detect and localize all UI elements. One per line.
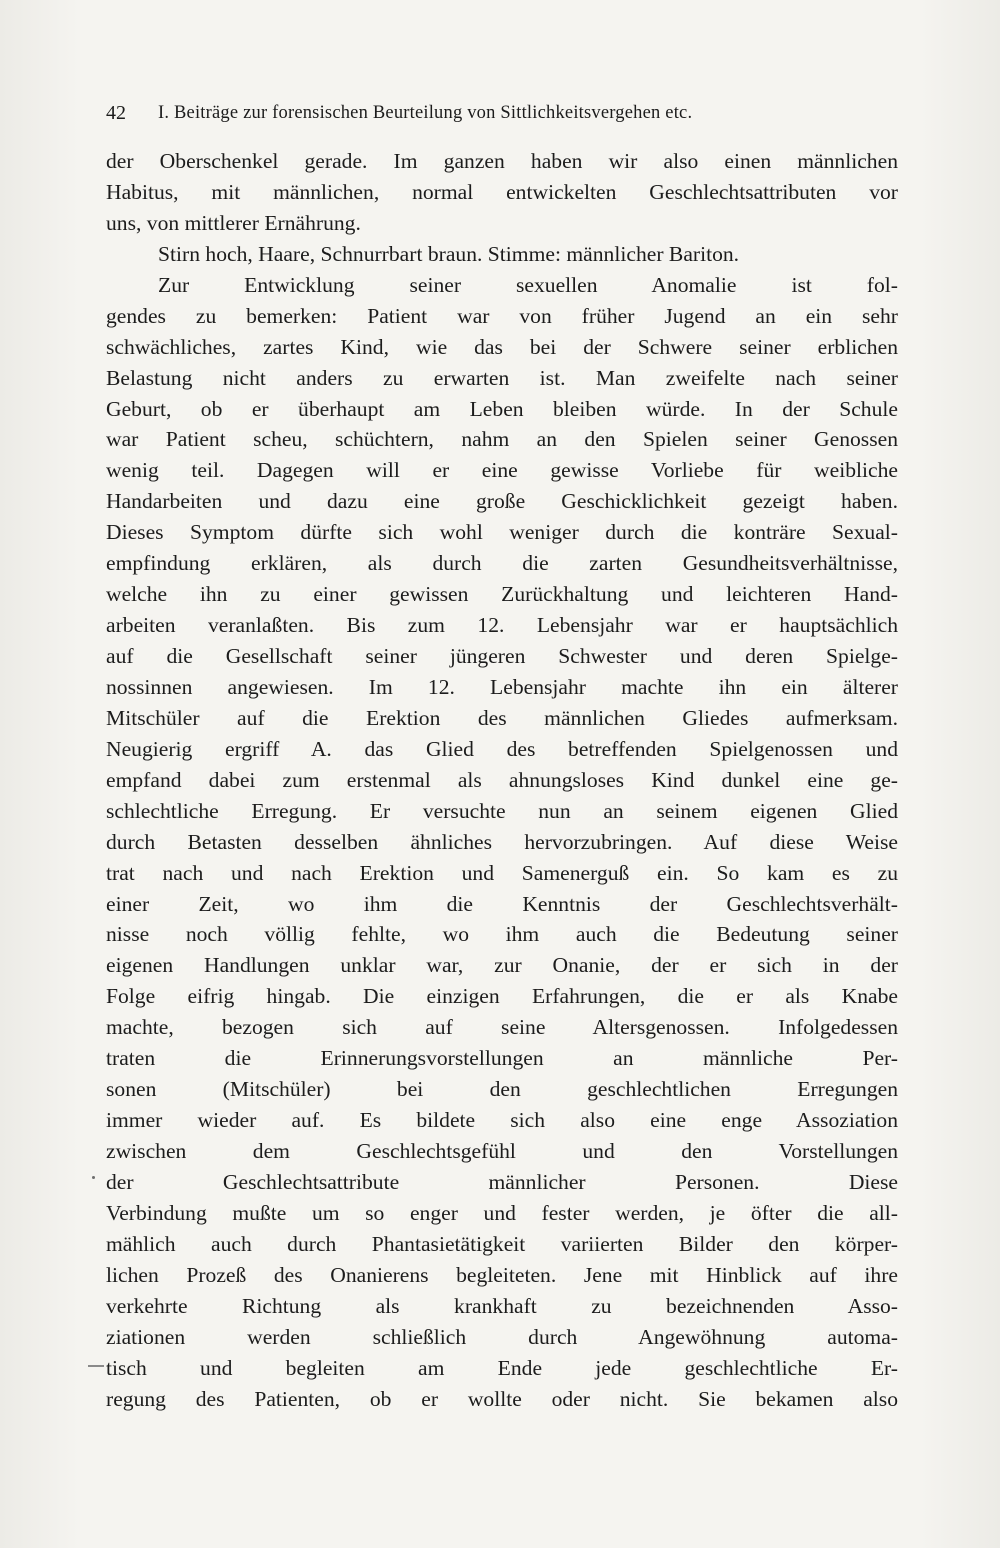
text-line: einer Zeit, wo ihm die Kenntnis der Geschlechtsverhält- (106, 891, 898, 916)
text-line: Mitschüler auf die Erektion des männlichen Gliedes aufmerksam. (106, 705, 898, 730)
text-line: immer wieder auf. Es bildete sich also eine enge Assoziation (106, 1108, 898, 1133)
margin-speck (92, 1176, 95, 1179)
text-line: durch Betasten desselben ähnliches hervorzubringen. Auf diese Weise (106, 829, 898, 854)
text-line: Neugierig ergriff A. das Glied des betreffenden Spielgenossen und (106, 736, 898, 761)
page-number: 42 (106, 102, 126, 124)
text-line: Habitus, mit männlichen, normal entwickelten Geschlechtsattributen vor (106, 179, 898, 204)
text-line: traten die Erinnerungsvorstellungen an männliche Per- (106, 1046, 898, 1071)
text-line: empfindung erklären, als durch die zarten Gesundheitsverhältnisse, (106, 551, 898, 576)
text-line: ziationen werden schließlich durch Angewöhnung automa- (106, 1324, 898, 1349)
page-header (106, 102, 896, 130)
text-line: nossinnen angewiesen. Im 12. Lebensjahr machte ihn ein älterer (106, 674, 898, 699)
text-line: Zur Entwicklung seiner sexuellen Anomalie ist fol- (158, 272, 898, 297)
text-line: mählich auch durch Phantasietätigkeit variierten Bilder den körper- (106, 1231, 898, 1256)
text-line: schwächliches, zartes Kind, wie das bei der Schwere seiner erblichen (106, 334, 898, 359)
text-line: regung des Patienten, ob er wollte oder nicht. Sie bekamen also (106, 1386, 898, 1411)
text-line: der Geschlechtsattribute männlicher Personen. Diese (106, 1169, 898, 1194)
text-line: uns, von mittlerer Ernährung. (106, 210, 361, 235)
text-line: lichen Prozeß des Onanierens begleiteten. Jene mit Hinblick auf ihre (106, 1262, 898, 1287)
text-line: welche ihn zu einer gewissen Zurückhaltung und leichteren Hand- (106, 582, 898, 607)
text-line: Belastung nicht anders zu erwarten ist. Man zweifelte nach seiner (106, 365, 898, 390)
text-line: eigenen Handlungen unklar war, zur Onanie, der er sich in der (106, 953, 898, 978)
margin-mark (88, 1365, 104, 1367)
text-line: machte, bezogen sich auf seine Altersgenossen. Infolgedessen (106, 1015, 898, 1040)
text-line: empfand dabei zum erstenmal als ahnungsloses Kind dunkel eine ge- (106, 767, 898, 792)
text-line: Geburt, ob er überhaupt am Leben bleiben würde. In der Schule (106, 396, 898, 421)
text-line: gendes zu bemerken: Patient war von früher Jugend an ein sehr (106, 303, 898, 328)
text-line: Dieses Symptom dürfte sich wohl weniger durch die konträre Sexual- (106, 520, 898, 545)
text-line: zwischen dem Geschlechtsgefühl und den Vorstellungen (106, 1139, 898, 1163)
text-line: sonen (Mitschüler) bei den geschlechtlichen Erregungen (106, 1077, 898, 1102)
body-text (106, 146, 898, 1414)
text-line: arbeiten veranlaßten. Bis zum 12. Lebensjahr war er hauptsächlich (106, 613, 898, 638)
text-line: Folge eifrig hingab. Die einzigen Erfahrungen, die er als Knabe (106, 984, 898, 1009)
text-line: Handarbeiten und dazu eine große Geschicklichkeit gezeigt haben. (106, 489, 898, 514)
text-line: schlechtliche Erregung. Er versuchte nun an seinem eigenen Glied (106, 798, 898, 823)
text-line: Stirn hoch, Haare, Schnurrbart braun. Stimme: männlicher Bariton. (158, 241, 740, 266)
text-line: auf die Gesellschaft seiner jüngeren Schwester und deren Spielge- (106, 644, 898, 668)
text-line: nisse noch völlig fehlte, wo ihm auch die Bedeutung seiner (106, 922, 898, 947)
text-line: war Patient scheu, schüchtern, nahm an den Spielen seiner Genossen (106, 427, 898, 452)
text-line: Verbindung mußte um so enger und fester werden, je öfter die all- (106, 1200, 898, 1225)
text-line: wenig teil. Dagegen will er eine gewisse Vorliebe für weibliche (106, 458, 898, 483)
text-line: tisch und begleiten am Ende jede geschlechtliche Er- (106, 1355, 898, 1380)
text-line: trat nach und nach Erektion und Samenerguß ein. So kam es zu (106, 860, 898, 885)
running-title: I. Beiträge zur forensischen Beurteilung von Sittlichkeitsvergehen etc. (158, 103, 693, 123)
text-line: verkehrte Richtung als krankhaft zu bezeichnenden Asso- (106, 1293, 898, 1318)
text-line: der Oberschenkel gerade. Im ganzen haben wir also einen männlichen (106, 149, 898, 173)
